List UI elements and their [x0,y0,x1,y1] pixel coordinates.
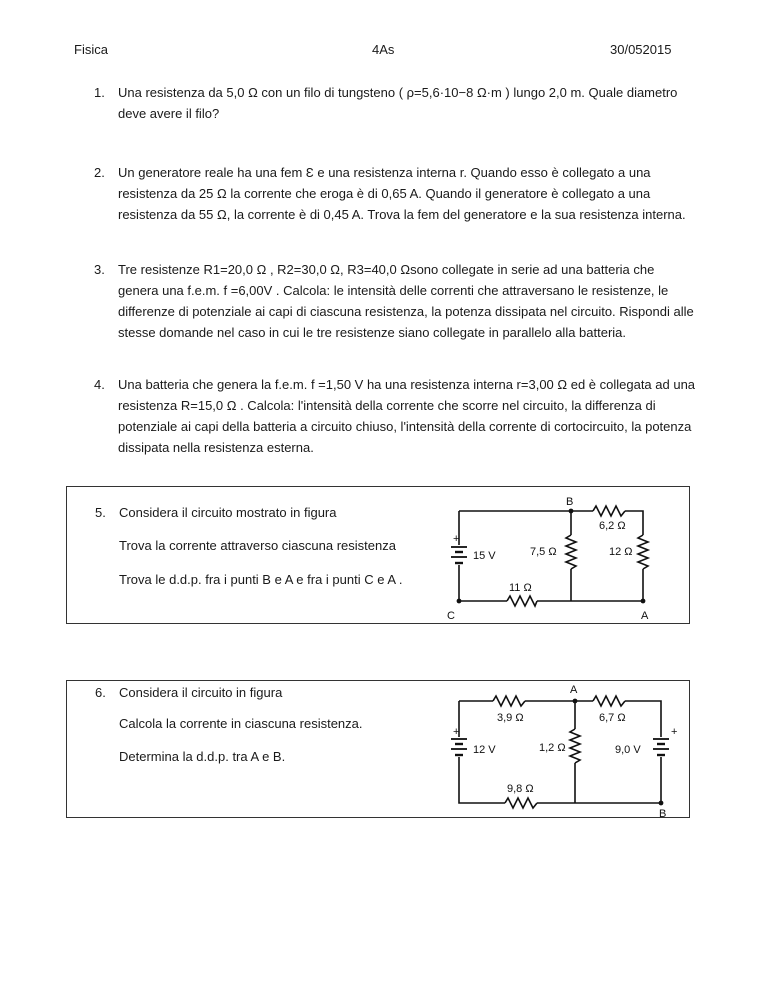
node-dot [659,801,664,806]
resistor-top-left-label: 3,9 Ω [497,712,524,724]
node-label-a: A [570,684,578,696]
resistor-top-right [593,696,625,706]
wire [625,701,661,737]
resistor-middle-label: 1,2 Ω [539,742,566,754]
problem-6-line-2: Calcola la corrente in ciascuna resistenza. [119,716,363,731]
node-label-a: A [641,610,649,622]
class-label: 4As [372,42,395,57]
subject-label: Fisica [74,42,108,57]
battery-label: 15 V [473,550,496,562]
node-label-b: B [659,808,667,817]
resistor-bottom [507,596,537,606]
node-label-c: C [447,610,455,622]
resistor-right [638,535,648,569]
circuit-diagram-6 [443,681,683,817]
problem-text: Una batteria che genera la f.e.m. f =1,50 V ha una resistenza interna r=3,00 Ω ed è collegata ad una resistenza R=15,0 Ω . Calcola: l'intensità della corrente che scorre nel circuito, la differenza di potenziale ai capi della batteria a circuito chiuso, l'intensità della corrente di cortocircuito, la potenza dissipata nella resistenza esterna. [118,377,696,455]
resistor-middle [570,729,580,763]
resistor-bottom [505,798,537,808]
node-dot [641,599,646,604]
problem-5-line-1: Considera il circuito mostrato in figura [119,505,337,520]
problem-6-line-1: Considera il circuito in figura [119,685,283,700]
battery-left-label: 12 V [473,744,496,756]
node-label-b: B [566,497,574,508]
problem-5-box [66,486,690,624]
problem-number: 1. [94,85,105,100]
battery-right-plus-sign: + [671,726,678,738]
resistor-top-left [493,696,525,706]
problem-6-line-3: Determina la d.d.p. tra A e B. [119,749,286,764]
circuit-diagram-5 [443,497,683,623]
resistor-top [593,506,625,516]
problem-number: 6. [95,685,106,700]
node-dot [457,599,462,604]
resistor-right-label: 12 Ω [609,546,633,558]
resistor-top-right-label: 6,7 Ω [599,712,626,724]
resistor-middle-label: 7,5 Ω [530,546,557,558]
date-label: 30/052015 [610,42,672,57]
battery-plus-sign: + [453,533,460,545]
battery-right-label: 9,0 V [615,744,641,756]
node-dot [569,509,574,514]
resistor-bottom-label: 9,8 Ω [507,783,534,795]
problem-5-line-2: Trova la corrente attraverso ciascuna resistenza [119,538,396,553]
problem-number: 4. [94,377,105,392]
resistor-top-label: 6,2 Ω [599,520,626,532]
resistor-bottom-label: 11 Ω [509,582,532,594]
problem-text: Un generatore reale ha una fem Ɛ e una resistenza interna r. Quando esso è collegato a una resistenza da 25 Ω la corrente che eroga è di 0,65 A. Quando il generatore è collegato a una resistenza da 55 Ω, la corrente è di 0,45 A. Trova la fem del generatore e la sua resistenza interna. [118,165,686,222]
problem-number: 5. [95,505,106,520]
problem-5-line-3: Trova le d.d.p. fra i punti B e A e fra i punti C e A . [119,572,403,587]
wire [459,757,505,803]
resistor-middle [566,535,576,569]
page-header [0,42,768,62]
problem-6-box [66,680,690,818]
battery-left-plus-sign: + [453,726,460,738]
problem-text: Tre resistenze R1=20,0 Ω , R2=30,0 Ω, R3=40,0 Ωsono collegate in serie ad una batteria che genera una f.e.m. f =6,00V . Calcola: le intensità delle correnti che attraversano le resistenze, le differenze di potenziale ai capi di ciascuna resistenza, la potenza dissipata nel circuito. Rispondi alle stesse domande nel caso in cui le tre resistenze siano collegate in parallelo alla batteria. [118,262,694,340]
wire [625,511,643,535]
node-dot [573,699,578,704]
problem-text: Una resistenza da 5,0 Ω con un filo di tungsteno ( ρ=5,6·10−8 Ω·m ) lungo 2,0 m. Quale diametro deve avere il filo? [118,85,678,121]
problem-number: 3. [94,262,105,277]
problem-number: 2. [94,165,105,180]
